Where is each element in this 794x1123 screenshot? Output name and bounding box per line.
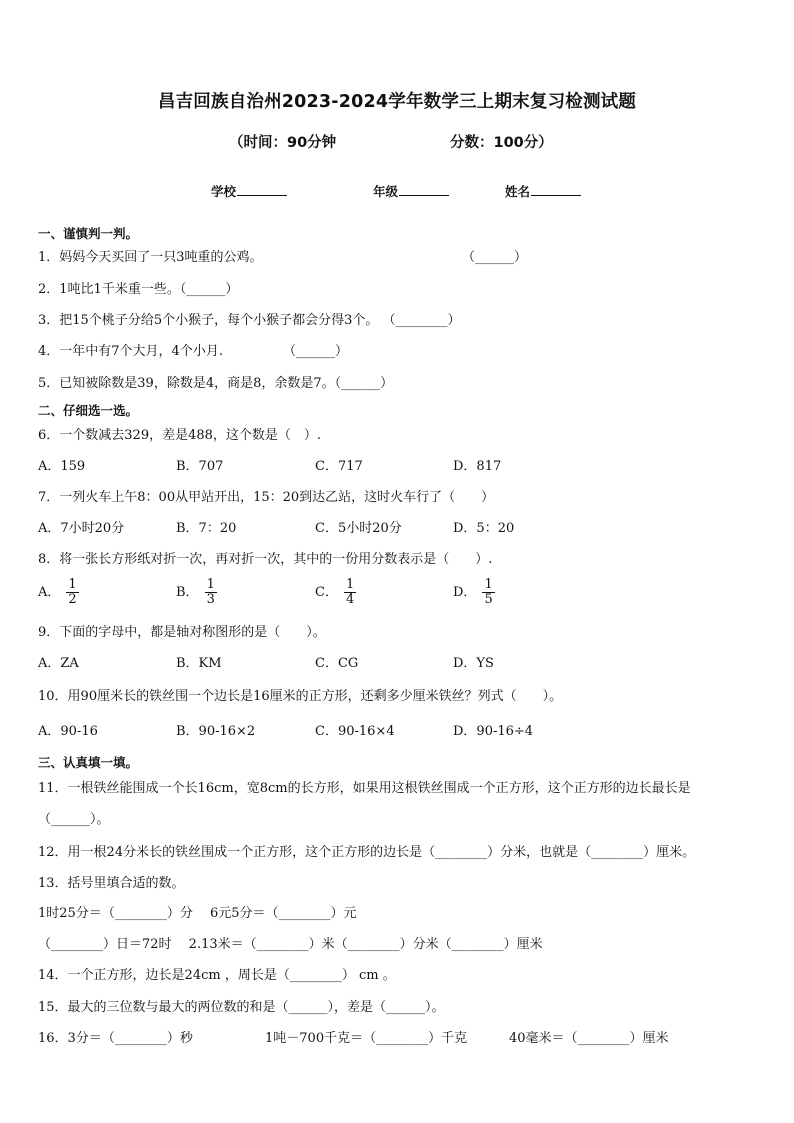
grade-label: 年级 <box>373 184 399 199</box>
q8-option-a[interactable]: A． $\frac{1}{2}$ <box>38 577 77 607</box>
q9-option-a[interactable]: A．ZA <box>38 656 79 671</box>
page-title: 昌吉回族自治州2023-2024学年数学三上期末复习检测试题 <box>157 92 637 112</box>
question-16-part-c: 40毫米＝（________）厘米 <box>509 1031 669 1046</box>
q6-option-c[interactable]: C．717 <box>315 459 363 474</box>
q6-option-a[interactable]: A．159 <box>38 459 86 474</box>
question-7: 7．一列火车上午8：00从甲站开出，15：20到达乙站，这时火车行了（ ） <box>38 490 495 505</box>
question-15: 15．最大的三位数与最大的两位数的和是（______），差是（______）。 <box>38 1000 445 1015</box>
question-10: 10．用90厘米长的铁丝围一个边长是16厘米的正方形，还剩多少厘米铁丝？列式（ ）。 <box>38 689 563 704</box>
question-8: 8．将一张长方形纸对折一次，再对折一次，其中的一份用分数表示是（ ）. <box>38 552 493 567</box>
name-blank[interactable] <box>531 183 581 196</box>
fraction: $\frac{1}{4}$ <box>345 577 355 607</box>
q7-option-d[interactable]: D．5：20 <box>453 521 515 536</box>
question-16-part-a: 16．3分＝（________）秒 <box>38 1031 193 1046</box>
question-3: 3．把15个桃子分给5个小猴子，每个小猴子都会分得3个。 （________） <box>38 313 461 328</box>
name-label: 姓名 <box>505 184 531 199</box>
q7-option-b[interactable]: B．7：20 <box>176 521 237 536</box>
question-16-part-b: 1吨－700千克＝（________）千克 <box>265 1031 468 1046</box>
fraction: $\frac{1}{3}$ <box>206 577 215 607</box>
question-1-blank[interactable]: （______） <box>462 250 528 265</box>
question-4: 4．一年中有7个大月，4个小月. <box>38 344 223 359</box>
q6-option-b[interactable]: B．707 <box>176 459 224 474</box>
school-label: 学校 <box>211 184 237 199</box>
q8-option-c[interactable]: C． $\frac{1}{4}$ <box>315 577 355 607</box>
section-3-heading: 三、认真填一填。 <box>38 755 139 770</box>
q6-option-d[interactable]: D．817 <box>453 459 502 474</box>
q10-option-c[interactable]: C．90-16×4 <box>315 724 395 739</box>
q8-option-b[interactable]: B． $\frac{1}{3}$ <box>176 577 215 607</box>
score-label: 分数：100分） <box>450 135 553 151</box>
question-1: 1．妈妈今天买回了一只3吨重的公鸡。 <box>38 250 263 265</box>
grade-field[interactable] <box>373 182 449 200</box>
question-13-line-2: （________）日＝72时 2.13米＝（________）米（________）分米（________）厘米 <box>38 937 543 952</box>
grade-blank[interactable] <box>399 183 449 196</box>
q10-option-b[interactable]: B．90-16×2 <box>176 724 256 739</box>
question-4-blank[interactable]: （______） <box>283 344 349 359</box>
question-12: 12．用一根24分米长的铁丝围成一个正方形，这个正方形的边长是（________）分米，也就是（________）厘米。 <box>38 845 696 860</box>
question-13-line-1: 1时25分＝（________）分 6元5分＝（________）元 <box>38 906 357 921</box>
question-11-line-2[interactable]: （______）。 <box>38 812 110 827</box>
fraction: $\frac{1}{5}$ <box>484 577 493 607</box>
section-1-heading: 一、谨慎判一判。 <box>38 226 139 241</box>
school-field[interactable] <box>211 182 287 200</box>
school-blank[interactable] <box>237 183 287 196</box>
name-field[interactable] <box>505 182 581 200</box>
time-label: （时间：90分钟 <box>229 135 337 151</box>
q10-option-a[interactable]: A．90-16 <box>38 724 98 739</box>
q7-option-c[interactable]: C．5小时20分 <box>315 521 402 536</box>
question-9: 9．下面的字母中，都是轴对称图形的是（ ）。 <box>38 625 326 640</box>
question-6: 6．一个数减去329，差是488，这个数是（ ）. <box>38 428 322 443</box>
q9-option-c[interactable]: C．CG <box>315 656 359 671</box>
q8-option-d[interactable]: D． $\frac{1}{5}$ <box>453 577 493 607</box>
question-11-line-1: 11．一根铁丝能围成一个长16cm，宽8cm的长方形，如果用这根铁丝围成一个正方形，这个正方形的边长最长是 <box>38 781 691 796</box>
question-13: 13．括号里填合适的数。 <box>38 876 185 891</box>
q9-option-b[interactable]: B．KM <box>176 656 222 671</box>
q7-option-a[interactable]: A．7小时20分 <box>38 521 125 536</box>
question-14: 14．一个正方形，边长是24cm ，周长是（________） cm 。 <box>38 968 396 983</box>
fraction: $\frac{1}{2}$ <box>68 577 77 607</box>
q9-option-d[interactable]: D．YS <box>453 656 494 671</box>
q10-option-d[interactable]: D．90-16÷4 <box>453 724 534 739</box>
question-2: 2．1吨比1千米重一些。（______） <box>38 282 239 297</box>
section-2-heading: 二、仔细选一选。 <box>38 403 139 418</box>
question-5: 5．已知被除数是39，除数是4，商是8，余数是7。（______） <box>38 376 394 391</box>
